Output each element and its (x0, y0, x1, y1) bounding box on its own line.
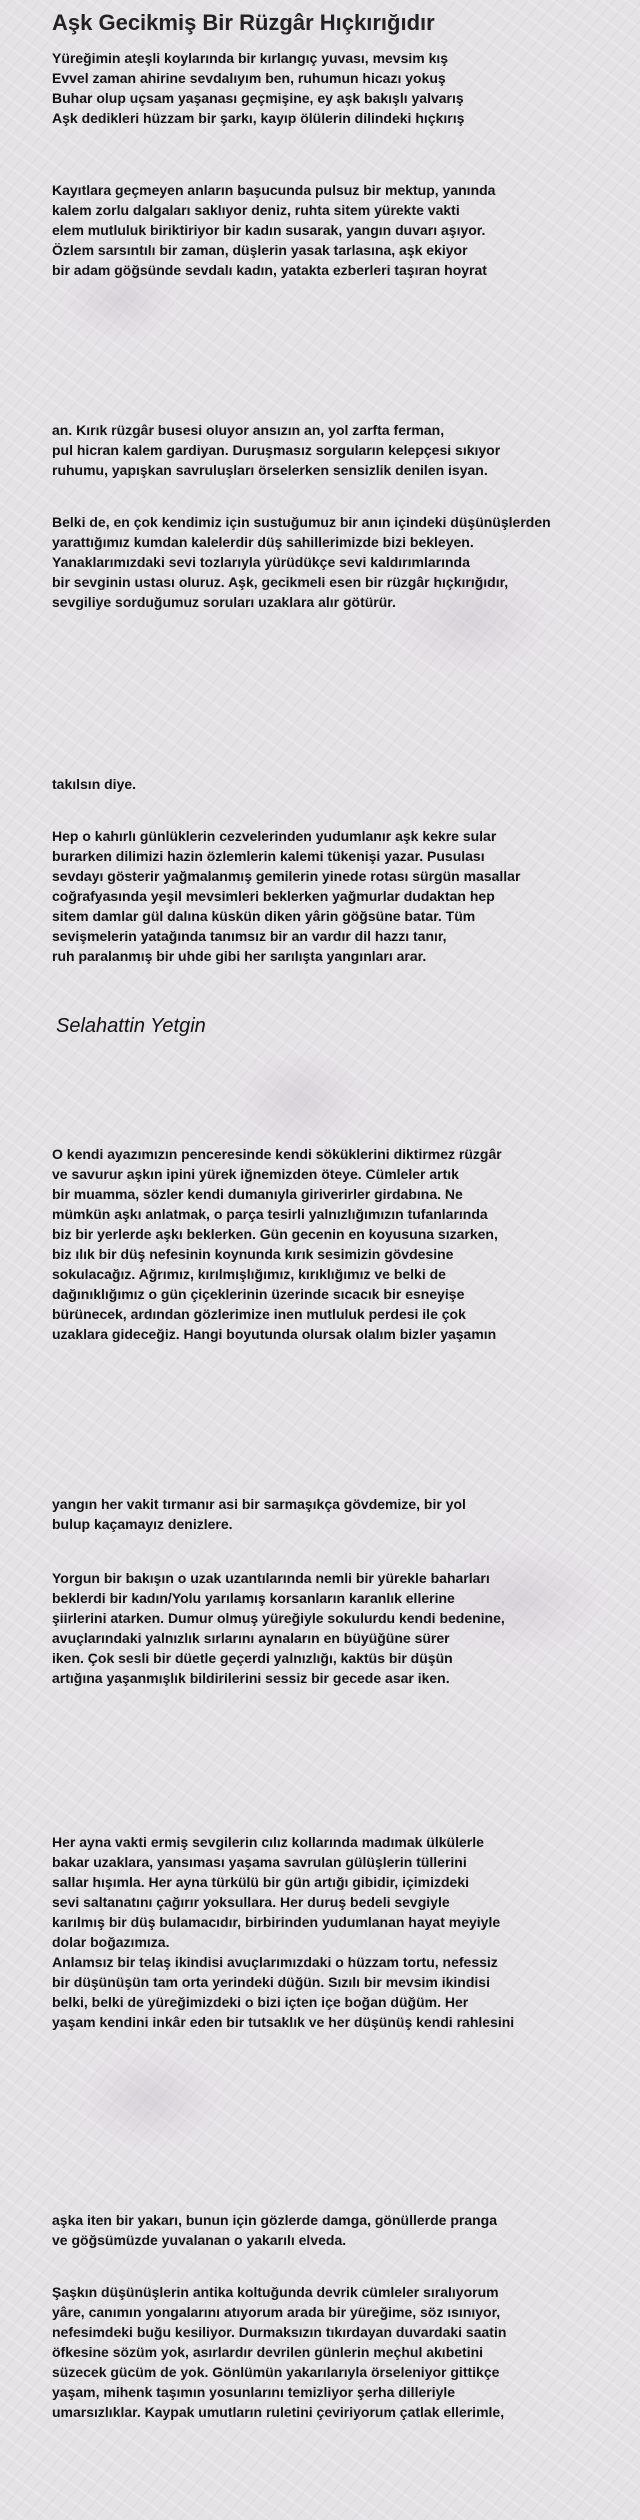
poem-title: Aşk Gecikmiş Bir Rüzgâr Hıçkırığıdır (52, 10, 435, 35)
stanza-11: aşka iten bir yakarı, bunun için gözlerde damga, gönüllerde pranga ve göğsümüzde yuvalanan o yakarılı elveda. (52, 2212, 497, 2248)
stanza-2: Kayıtlara geçmeyen anların başucunda pulsuz bir mektup, yanında kalem zorlu dalgaları saklıyor deniz, ruhta sitem yürekte vakti elem mutluluk biriktiriyor bir kadın susarak, yangın duvarı aşıyor. Özlem sarsıntılı bir zaman, düşlerin yasak tarlasına, aşk ekiyor bir adam göğsünde sevdalı kadın, yatakta ezberleri taşıran hoyrat (52, 182, 496, 278)
stanza-4: Belki de, en çok kendimiz için sustuğumuz bir anın içindeki düşünüşlerden yarattığımız kumdan kalelerdir düş sahillerimizde bizi bekleyen. Yanaklarımızdaki sevi tozlarıyla yürüdükçe sevi kaldırımlarında bir sevginin ustası oluruz. Aşk, gecikmeli esen bir rüzgâr hıçkırığıdır, sevgiliye sorduğumuz soruları uzaklara alır götürür. (52, 514, 551, 610)
stanza-10: Her ayna vakti ermiş sevgilerin cılız kollarında madımak ülkülerle bakar uzaklara, yansıması yaşama savrulan gülüşlerin tüllerini sallar hışımla. Her ayna türkülü bir gün artığı gibidir, içimizdeki sevi saltanatını çağırır yoksullara. Her duruş bedeli sevgiyle karılmış bir düş bulamacıdır, birbirinden yudumlanan hayat meyiyle dolar boğazımıza. Anlamsız bir telaş ikindisi avuçlarımızdaki o hüzzam tortu, nefessiz bir düşünüşün tam orta yerindeki düğün. Sızılı bir mevsim ikindisi belki, belki de yüreğimizdeki o bizi içten içe boğan düğüm. Her yaşam kendini inkâr eden bir tutsaklık ve her düşünüş kendi rahlesini (52, 1834, 515, 2030)
stanza-9: Yorgun bir bakışın o uzak uzantılarında nemli bir yürekle baharları beklerdi bir kadın/Yolu yarılamış korsanların karanlık ellerine şiirlerini atarken. Dumur olmuş yüreğiyle sokulurdu kendi bedenine, avuçlarındaki yalnızlık sırlarını aynaların en büyüğüne sürer iken. Çok sesli bir düetle geçerdi yalnızlığı, kaktüs bir düşün artığına yaşanmışlık bildirilerini sessiz bir gecede asar iken. (52, 1570, 505, 1686)
stanza-6: Hep o kahırlı günlüklerin cezvelerinden yudumlanır aşk kekre sular burarken dilimizi hazin özlemlerin kalemi tükenişi yazar. Pusulası sevdayı gösterir yağmalanmış gemilerin yinede rotası sürgün masallar coğrafyasında yeşil mevsimleri beklerken yağmurlar dudaktan hep sitem damlar gül dalına küskün diken yârin göğsüne batar. Tüm sevişmelerin yatağında tanımsız bir an vardır dil hazzı tanır, ruh paralanmış bir uhde gibi her sarılışta yangınları arar. (52, 828, 521, 964)
stanza-3: an. Kırık rüzgâr busesi oluyor ansızın an, yol zarfta ferman, pul hicran kalem gardiyan. Duruşmasız sorguların kelepçesi sıkıyor ruhumu, yapışkan savruluşları örselerken sensizlik denilen isyan. (52, 422, 501, 478)
stanza-7: O kendi ayazımızın penceresinde kendi söküklerini diktirmez rüzgâr ve savurur aşkın ipini yürek iğnemizden öteye. Cümleler artık bir muamma, sözler kendi dumanıyla giriverirler girdabına. Ne mümkün aşkı anlatmak, o parça tesirli yalnızlığımızın tufanlarında biz bir yerlerde aşkı beklerken. Gün gecenin en koyusuna sızarken, biz ılık bir düş nefesinin koynunda kırık sesimizin gövdesine sokulacağız. Ağrımız, kırılmışlığımız, kırıklığımız ve belki de dağınıklığımız o gün çiçeklerinin üzerinde sıcacık bir esneyişe bürünecek, ardından gözlerimize inen mutluluk perdesi ile çok uzaklara gideceğiz. Hangi boyutunda olursak olalım bizler yaşamın (52, 1146, 502, 1342)
author-signature: Selahattin Yetgin (56, 1015, 206, 1037)
stanza-12: Şaşkın düşünüşlerin antika koltuğunda devrik cümleler sıralıyorum yâre, canımın yongalarını atıyorum arada bir yüreğime, söz ısınıyor, nefesimdeki buğu kesiliyor. Durmaksızın tıkırdayan duvardaki saatin öfkesine sözüm yok, asırlardır devrilen günlerin meçhul akıbetini süzecek gücüm de yok. Gönlümün yakarılarıyla örseleniyor gittikçe yaşam, mihenk taşımın yosunlarını temizliyor şerha dilleriyle umarsızlıklar. Kaypak umutların ruletini çeviriyorum çatlak ellerimle, (52, 2284, 507, 2420)
stanza-1: Yüreğimin ateşli koylarında bir kırlangıç yuvası, mevsim kış Evvel zaman ahirine sevdalıyım ben, ruhumun hicazı yokuş Buhar olup uçsam yaşanası geçmişine, ey aşk bakışlı yalvarış Aşk dedikleri hüzzam bir şarkı, kayıp ölülerin dilindeki hıçkırış (52, 50, 465, 126)
stanza-8: yangın her vakit tırmanır asi bir sarmaşıkça gövdemize, bir yol bulup kaçamayız denizlere. (52, 1496, 466, 1532)
stanza-5: takılsın diye. (52, 776, 137, 792)
